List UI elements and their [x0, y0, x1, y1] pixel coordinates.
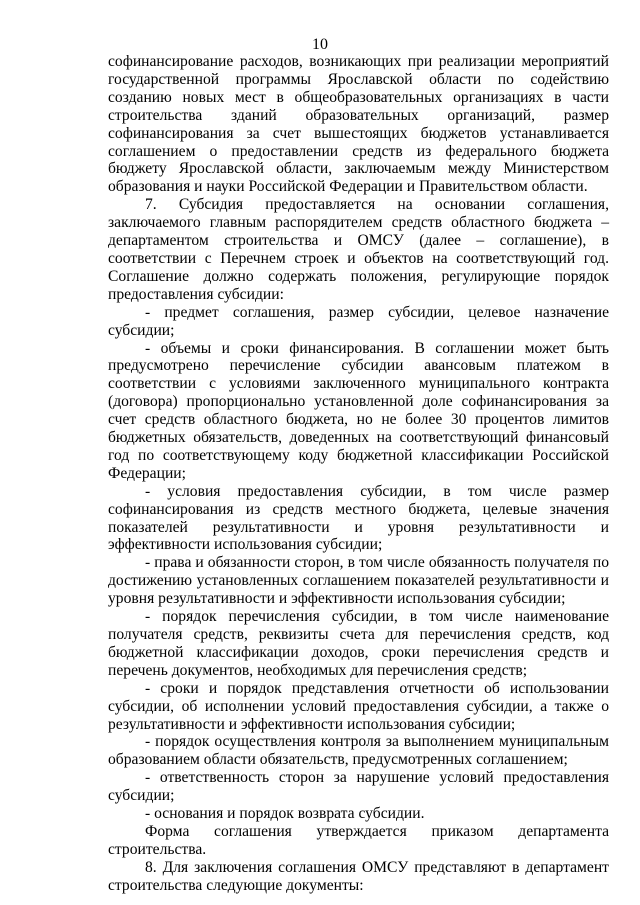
list-item-subject: - предмет соглашения, размер субсидии, целевое назначение субсидии; [108, 303, 609, 339]
list-item-control: - порядок осуществления контроля за выполнением муниципальным образованием области обязательств, предусмотренных соглашением; [108, 733, 609, 769]
list-item-reporting: - сроки и порядок представления отчетности об использовании субсидии, об исполнении условий предоставления субсидии, а также о результативности и эффективности использования субсидии; [108, 679, 609, 733]
paragraph-cofinancing: софинансирование расходов, возникающих при реализации мероприятий государственной программы Ярославской области по содействию созданию новых мест в общеобразовательных организациях в части строительства зданий образовательных организаций, размер софинансирования за счет вышестоящих бюджетов устанавливается соглашением о предоставлении средств из федерального бюджета бюджету Ярославской области, заключаемым между Министерством образования и науки Российской Федерации и Правительством области. [108, 53, 609, 196]
list-item-rights-obligations: - права и обязанности сторон, в том числе обязанность получателя по достижению установленных соглашением показателей результативности и уровня результативности и эффективности использования субсидии; [108, 554, 609, 608]
list-item-volumes-terms: - объемы и сроки финансирования. В соглашении может быть предусмотрено перечисление субсидии авансовым платежом в соответствии с условиями заключенного муниципального контракта (договора) пропорционально установленной доле софинансирования за счет средств областного бюджета, но не более 30 процентов лимитов бюджетных обязательств, доведенных на соответствующий финансовый год по соответствующему коду бюджетной классификации Российской Федерации; [108, 339, 609, 482]
list-item-conditions: - условия предоставления субсидии, в том числе размер софинансирования из средств местного бюджета, целевые значения показателей результативности и уровня результативности и эффективности использования субсидии; [108, 482, 609, 554]
paragraph-item-7: 7. Субсидия предоставляется на основании соглашения, заключаемого главным распорядителем средств областного бюджета – департаментом строительства и ОМСУ (далее – соглашение), в соответствии с Перечнем строек и объектов на соответствующий год. Соглашение должно содержать положения, регулирующие порядок предоставления субсидии: [108, 196, 609, 303]
list-item-refund: - основания и порядок возврата субсидии. [145, 805, 425, 823]
list-item-responsibility: - ответственность сторон за нарушение условий предоставления субсидии; [108, 769, 609, 805]
paragraph-agreement-form: Форма соглашения утверждается приказом департамента строительства. [108, 822, 609, 858]
document-body [108, 53, 609, 895]
list-item-transfer-procedure: - порядок перечисления субсидии, в том числе наименование получателя средств, реквизиты счета для перечисления средств, код бюджетной классификации доходов, сроки перечисления средств и перечень документов, необходимых для перечисления средств; [108, 608, 609, 679]
paragraph-item-8: 8. Для заключения соглашения ОМСУ представляют в департамент строительства следующие документы: [108, 858, 609, 894]
page-number: 10 [312, 36, 328, 53]
